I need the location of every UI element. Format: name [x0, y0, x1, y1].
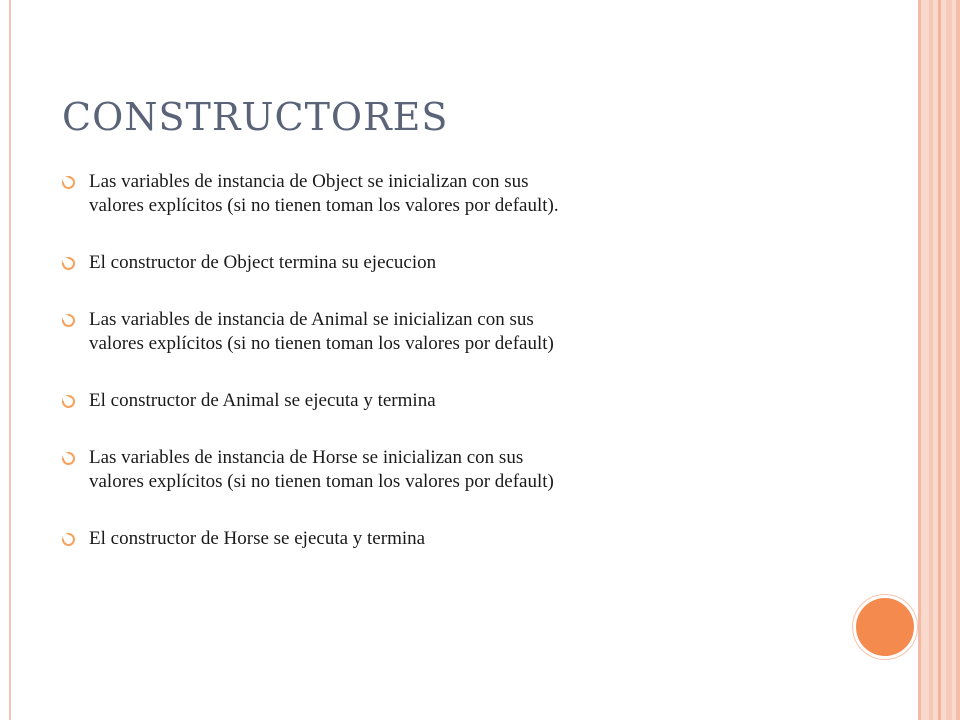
left-border-line — [9, 0, 11, 720]
bullet-line: Las variables de instancia de Horse se inicializan con sus — [89, 447, 524, 468]
bullet-line: El constructor de Horse se ejecuta y termina — [89, 528, 426, 549]
bullet-line: valores explícitos (si no tienen toman los valores por default) — [89, 471, 554, 492]
right-stripe — [918, 0, 921, 720]
bullet-ring-icon — [62, 533, 75, 546]
bullet-line: valores explícitos (si no tienen toman los valores por default) — [89, 333, 554, 354]
bullet-line: El constructor de Animal se ejecuta y termina — [89, 390, 436, 411]
right-stripe — [946, 0, 952, 720]
bullet-item — [62, 527, 862, 551]
bullet-ring-icon — [62, 176, 75, 189]
bullet-item — [62, 389, 862, 413]
bullet-ring-icon — [62, 257, 75, 270]
bullet-ring-icon — [62, 452, 75, 465]
bullet-list — [62, 170, 862, 584]
bullet-line: valores explícitos (si no tienen toman los valores por default). — [89, 195, 559, 216]
slide-title: CONSTRUCTORES — [62, 95, 449, 139]
right-stripe — [929, 0, 933, 720]
bullet-line: El constructor de Object termina su ejecucion — [89, 252, 437, 273]
right-stripe — [938, 0, 941, 720]
bullet-ring-icon — [62, 314, 75, 327]
bullet-item — [62, 170, 862, 218]
bullet-item — [62, 446, 862, 494]
bullet-item — [62, 251, 862, 275]
accent-circle — [856, 598, 914, 656]
bullet-ring-icon — [62, 395, 75, 408]
bullet-line: Las variables de instancia de Object se inicializan con sus — [89, 171, 529, 192]
bullet-line: Las variables de instancia de Animal se inicializan con sus — [89, 309, 534, 330]
bullet-item — [62, 308, 862, 356]
right-stripe — [956, 0, 960, 720]
